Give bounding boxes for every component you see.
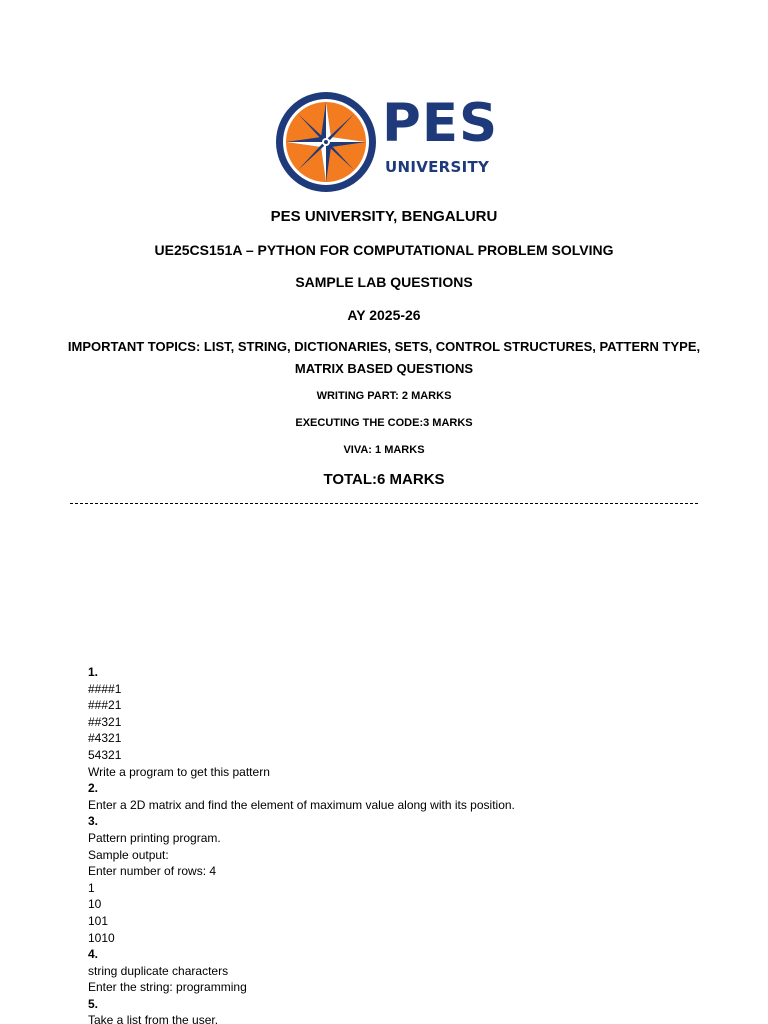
logo-wordmark: PES [382,93,499,154]
question-number: 1. [88,665,99,679]
question-line: string duplicate characters [88,963,229,978]
total-marks: TOTAL:6 MARKS [323,471,445,488]
question-line: Sample output: [88,847,169,862]
question-line: Pattern printing program. [88,830,221,845]
question-line: Enter a 2D matrix and find the element of maximum value along with its position. [88,797,515,812]
question-line: 1010 [88,930,115,945]
question-line: 1 [88,880,95,895]
compass-emblem-icon [274,88,378,196]
question-line: Take a list from the user. [88,1013,219,1024]
university-heading: PES UNIVERSITY, BENGALURU [270,208,498,225]
question-1 [88,664,728,780]
question-2 [88,780,728,813]
logo-subtitle: UNIVERSITY [385,158,490,176]
question-3 [88,813,728,946]
question-line: Enter the string: programming [88,980,247,995]
question-line: 10 [88,897,102,912]
question-line: Enter number of rows: 4 [88,864,217,879]
question-number: 4. [88,947,99,962]
question-line: 54321 [88,747,122,762]
question-list [88,664,728,1024]
important-topics: IMPORTANT TOPICS: LIST, STRING, DICTIONARIES, SETS, CONTROL STRUCTURES, PATTERN TYPE, MATRIX BASED QUESTIONS [67,339,701,376]
document-title: SAMPLE LAB QUESTIONS [295,274,473,290]
question-line: #4321 [88,731,122,746]
course-heading: UE25CS151A – PYTHON FOR COMPUTATIONAL PROBLEM SOLVING [154,242,614,258]
question-line: ##321 [88,714,122,729]
question-line: ####1 [88,681,122,696]
question-4 [88,946,728,996]
executing-marks: EXECUTING THE CODE:3 MARKS [295,417,473,429]
question-line: Write a program to get this pattern [88,764,270,779]
question-line: 101 [88,913,109,928]
dashed-divider [70,503,698,504]
academic-year: AY 2025-26 [347,307,421,323]
question-5 [88,996,728,1024]
writing-marks: WRITING PART: 2 MARKS [316,390,452,402]
question-number: 3. [88,814,99,829]
question-number: 5. [88,996,99,1011]
viva-marks: VIVA: 1 MARKS [343,444,425,456]
question-line: ###21 [88,698,122,713]
question-number: 2. [88,781,99,796]
pes-university-logo [274,88,504,196]
